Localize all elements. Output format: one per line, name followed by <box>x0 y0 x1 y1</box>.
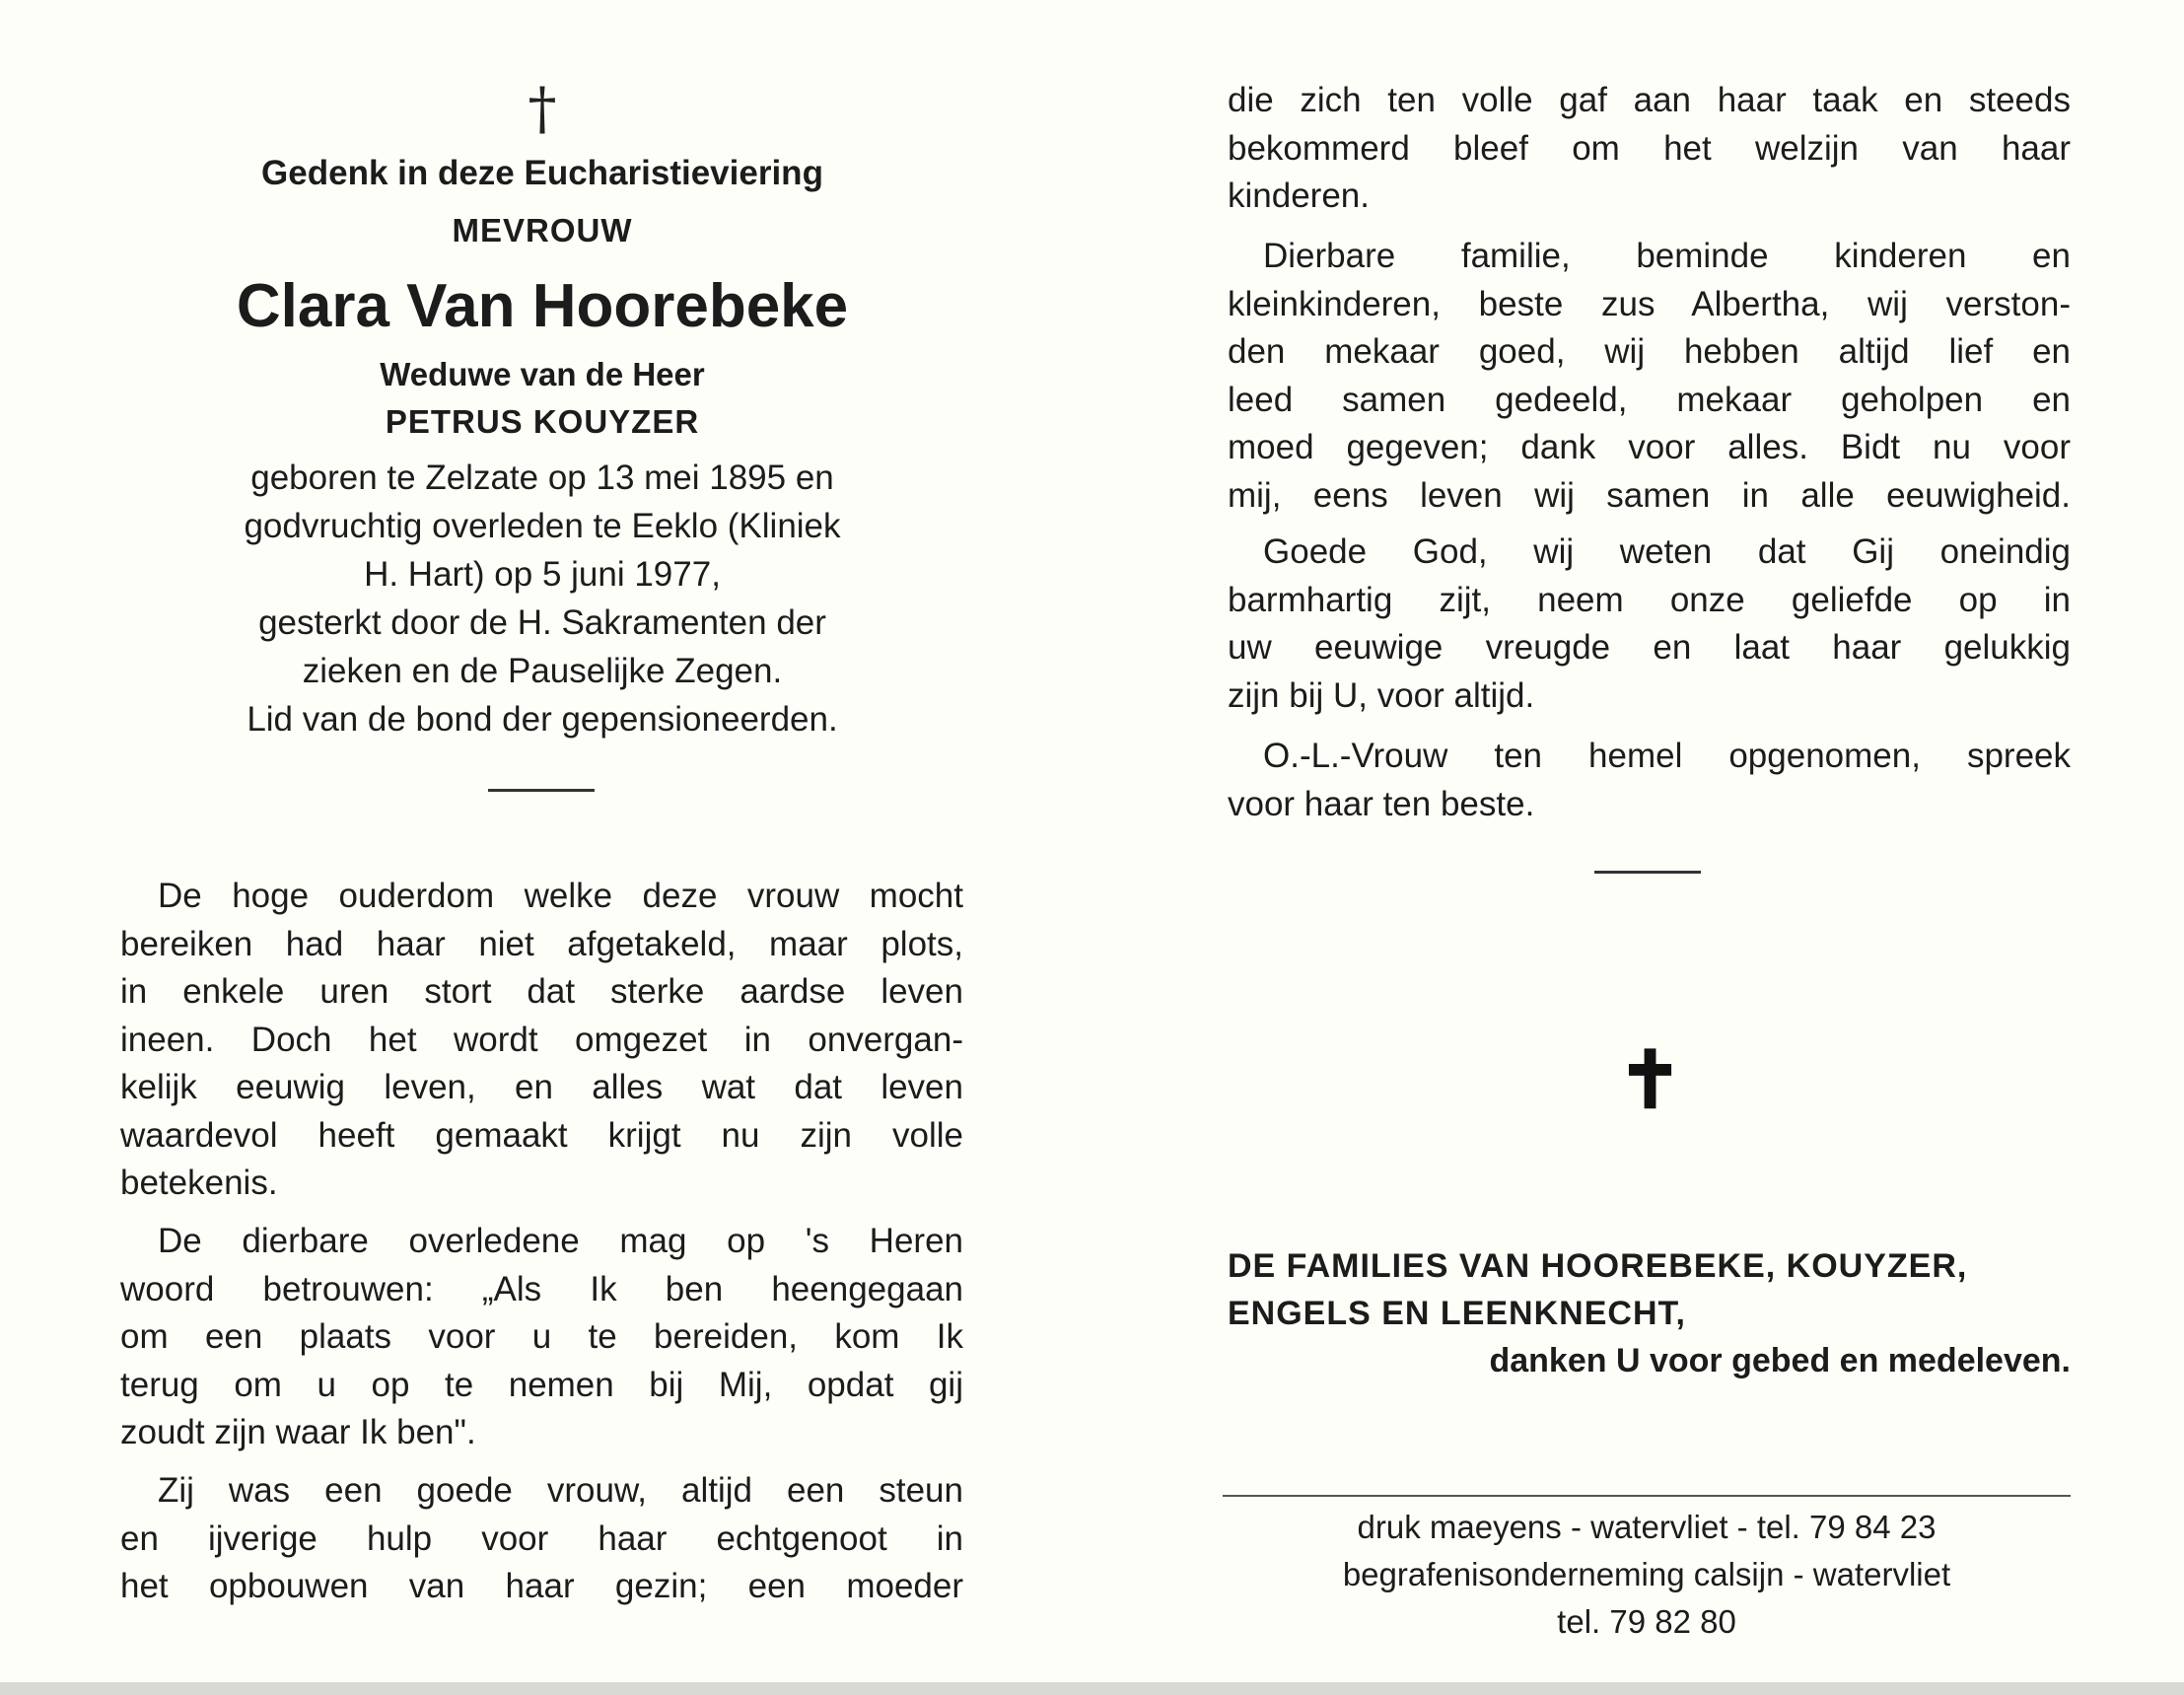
text-line: De hoge ouderdom welke deze vrouw mocht <box>158 877 963 915</box>
text-line: en ijverige hulp voor haar echtgenoot in <box>120 1518 963 1558</box>
undertaker-tel: tel. 79 82 80 <box>1557 1603 1736 1640</box>
text-line: zijn bij U, voor altijd. <box>1228 675 1535 715</box>
left-paragraph-3 <box>120 1467 963 1611</box>
text-line: O.-L.-Vrouw ten hemel opgenomen, spreek <box>1263 737 2071 775</box>
detail-line: Lid van de bond der gepensioneerden. <box>247 700 838 739</box>
right-paragraph-4 <box>1228 733 2071 828</box>
detail-line: gesterkt door de H. Sakramenten der <box>258 603 826 642</box>
text-line: om een plaats voor u te bereiden, kom Ik <box>120 1317 963 1356</box>
right-paragraph-1 <box>1228 77 2071 221</box>
left-paragraph-1 <box>120 873 963 1208</box>
mevrouw-label: MEVROUW <box>452 212 633 248</box>
deceased-name: Clara Van Hoorebeke <box>236 272 849 340</box>
text-line: mij, eens leven wij samen in alle eeuwigheid. <box>1228 475 2071 515</box>
left-paragraph-2 <box>120 1218 963 1457</box>
text-line: die zich ten volle gaf aan haar taak en steeds <box>1228 81 2071 119</box>
undertaker-line: begrafenisonderneming calsijn - watervliet <box>1342 1556 1951 1592</box>
right-paragraph-3 <box>1228 529 2071 720</box>
right-paragraph-2 <box>1228 233 2071 520</box>
text-line: kinderen. <box>1228 177 1370 215</box>
cross-icon: ✝ <box>1617 1033 1684 1126</box>
text-line: uw eeuwige vreugde en laat haar gelukkig <box>1228 628 2071 667</box>
text-line: ineen. Doch het wordt omgezet in onvergan- <box>120 1020 963 1059</box>
text-line: kleinkinderen, beste zus Albertha, wij verston- <box>1228 284 2071 323</box>
cross-icon: † <box>528 75 557 142</box>
text-line: terug om u op te nemen bij Mij, opdat gij <box>120 1365 963 1404</box>
text-line: waardevol heeft gemaakt krijgt nu zijn volle <box>120 1115 963 1155</box>
text-line: bekommerd bleef om het welzijn van haar <box>1228 128 2071 168</box>
printer-line: druk maeyens - watervliet - tel. 79 84 23 <box>1357 1509 1937 1545</box>
families-line: DE FAMILIES VAN HOOREBEKE, KOUYZER, <box>1228 1247 1968 1285</box>
husband-name: PETRUS KOUYZER <box>385 403 700 440</box>
text-line: den mekaar goed, wij hebben altijd lief en <box>1228 332 2071 371</box>
text-line: kelijk eeuwig leven, en alles wat dat leven <box>120 1068 963 1106</box>
text-line: Goede God, wij weten dat Gij oneindig <box>1263 532 2071 571</box>
heading-block <box>148 75 937 743</box>
text-line: barmhartig zijt, neem onze geliefde op in <box>1228 580 2071 619</box>
divider <box>1223 1495 2071 1497</box>
text-line: bereiken had haar niet afgetakeld, maar plots, <box>120 924 963 963</box>
gedenk-line: Gedenk in deze Eucharistieviering <box>261 154 823 192</box>
text-line: De dierbare overledene mag op 's Heren <box>158 1222 963 1260</box>
text-line: Zij was een goede vrouw, altijd een steun <box>158 1471 963 1510</box>
text-line: leed samen gedeeld, mekaar geholpen en <box>1228 380 2071 419</box>
families-line: ENGELS EN LEENKNECHT, <box>1228 1295 1686 1332</box>
divider <box>488 789 595 792</box>
text-line: voor haar ten beste. <box>1228 784 1535 823</box>
text-line: woord betrouwen: „Als Ik ben heengegaan <box>120 1269 963 1308</box>
text-line: betekenis. <box>120 1164 278 1202</box>
thanks-line: danken U voor gebed en medeleven. <box>1489 1342 2071 1379</box>
text-line: in enkele uren stort dat sterke aardse leven <box>120 972 963 1011</box>
detail-line: zieken en de Pauselijke Zegen. <box>302 652 783 690</box>
text-line: het opbouwen van haar gezin; een moeder <box>120 1567 963 1605</box>
text-line: zoudt zijn waar Ik ben". <box>120 1413 476 1451</box>
widow-line: Weduwe van de Heer <box>380 356 705 392</box>
text-line: moed gegeven; dank voor alles. Bidt nu voor <box>1228 428 2071 466</box>
text-line: Dierbare familie, beminde kinderen en <box>1263 237 2071 275</box>
detail-line: H. Hart) op 5 juni 1977, <box>364 555 721 594</box>
families-block <box>1228 1242 2071 1384</box>
divider <box>1594 871 1701 874</box>
printer-block <box>1223 1504 2071 1646</box>
detail-line: geboren te Zelzate op 13 mei 1895 en <box>250 459 834 497</box>
detail-line: godvruchtig overleden te Eeklo (Kliniek <box>244 507 841 545</box>
card-edge <box>0 1682 2184 1695</box>
